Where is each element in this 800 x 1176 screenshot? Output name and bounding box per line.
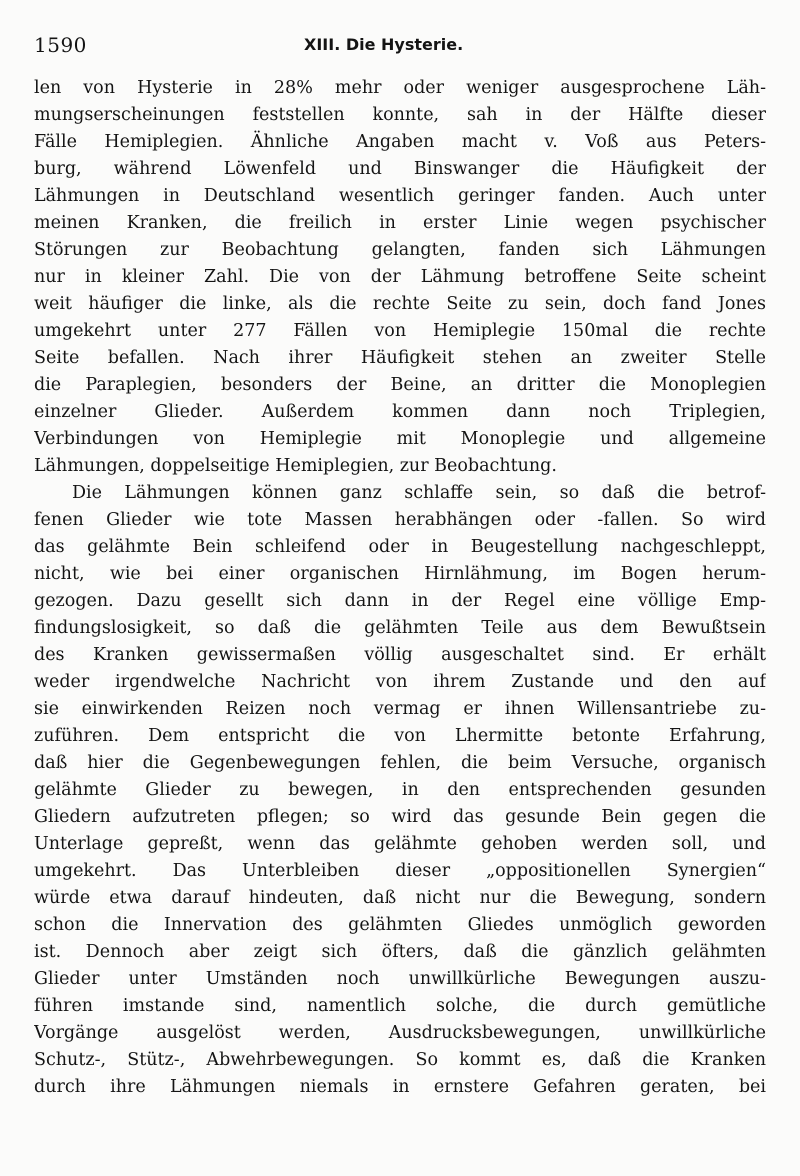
text-line: mungserscheinungen feststellen konnte, sah in der Hälfte dieser <box>34 105 766 125</box>
text-line: durch ihre Lähmungen niemals in ernstere Gefahren geraten, bei <box>34 1077 766 1097</box>
text-line: würde etwa darauf hindeuten, daß nicht nur die Bewegung, sondern <box>34 888 766 908</box>
text-line: führen imstande sind, namentlich solche, die durch gemütliche <box>34 996 766 1016</box>
text-line: zuführen. Dem entspricht die von Lhermitte betonte Erfahrung, <box>34 726 766 746</box>
text-line: Gliedern aufzutreten pflegen; so wird das gesunde Bein gegen die <box>34 807 766 827</box>
text-line: weit häufiger die linke, als die rechte Seite zu sein, doch fand Jones <box>34 294 766 314</box>
text-line: meinen Kranken, die freilich in erster Linie wegen psychischer <box>34 213 766 233</box>
text-line: findungslosigkeit, so daß die gelähmten Teile aus dem Bewußtsein <box>34 618 766 638</box>
text-line: Verbindungen von Hemiplegie mit Monoplegie und allgemeine <box>34 429 766 449</box>
text-line: sie einwirkenden Reizen noch vermag er ihnen Willensantriebe zu- <box>34 699 766 719</box>
paragraph-first-line: Die Lähmungen können ganz schlaffe sein, so daß die betrof- <box>72 483 766 503</box>
text-line: einzelner Glieder. Außerdem kommen dann noch Triplegien, <box>34 402 766 422</box>
text-line: weder irgendwelche Nachricht von ihrem Zustande und den auf <box>34 672 766 692</box>
text-line: Vorgänge ausgelöst werden, Ausdrucksbewegungen, unwillkürliche <box>34 1023 766 1043</box>
text-line: gezogen. Dazu gesellt sich dann in der Regel eine völlige Emp- <box>34 591 766 611</box>
body-text <box>34 75 766 1101</box>
text-line: das gelähmte Bein schleifend oder in Beugestellung nachgeschleppt, <box>34 537 766 557</box>
text-line: die Paraplegien, besonders der Beine, an dritter die Monoplegien <box>34 375 766 395</box>
text-line: umgekehrt unter 277 Fällen von Hemiplegie 150mal die rechte <box>34 321 766 341</box>
text-line: Seite befallen. Nach ihrer Häufigkeit stehen an zweiter Stelle <box>34 348 766 368</box>
text-line: Schutz-, Stütz-, Abwehrbewegungen. So kommt es, daß die Kranken <box>34 1050 766 1070</box>
text-line: Glieder unter Umständen noch unwillkürliche Bewegungen auszu- <box>34 969 766 989</box>
text-line: len von Hysterie in 28% mehr oder weniger ausgesprochene Läh- <box>34 78 766 98</box>
text-line: Unterlage gepreßt, wenn das gelähmte gehoben werden soll, und <box>34 834 766 854</box>
text-line: des Kranken gewissermaßen völlig ausgeschaltet sind. Er erhält <box>34 645 766 665</box>
text-line: Lähmungen, doppelseitige Hemiplegien, zur Beobachtung. <box>34 456 557 476</box>
text-line: Störungen zur Beobachtung gelangten, fanden sich Lähmungen <box>34 240 766 260</box>
page-header <box>34 33 764 63</box>
text-line: ist. Dennoch aber zeigt sich öfters, daß die gänzlich gelähmten <box>34 942 766 962</box>
text-line: fenen Glieder wie tote Massen herabhängen oder -fallen. So wird <box>34 510 766 530</box>
text-line: Fälle Hemiplegien. Ähnliche Angaben macht v. Voß aus Peters- <box>34 132 766 152</box>
text-line: gelähmte Glieder zu bewegen, in den entsprechenden gesunden <box>34 780 766 800</box>
text-line: daß hier die Gegenbewegungen fehlen, die beim Versuche, organisch <box>34 753 766 773</box>
text-line: Lähmungen in Deutschland wesentlich geringer fanden. Auch unter <box>34 186 766 206</box>
text-line: burg, während Löwenfeld und Binswanger die Häufigkeit der <box>34 159 766 179</box>
text-line: schon die Innervation des gelähmten Gliedes unmöglich geworden <box>34 915 766 935</box>
page-number: 1590 <box>34 33 87 57</box>
text-line: nur in kleiner Zahl. Die von der Lähmung betroffene Seite scheint <box>34 267 766 287</box>
text-line: umgekehrt. Das Unterbleiben dieser „oppositionellen Synergien“ <box>34 861 766 881</box>
running-title: XIII. Die Hysterie. <box>304 35 464 54</box>
text-line: nicht, wie bei einer organischen Hirnlähmung, im Bogen herum- <box>34 564 766 584</box>
